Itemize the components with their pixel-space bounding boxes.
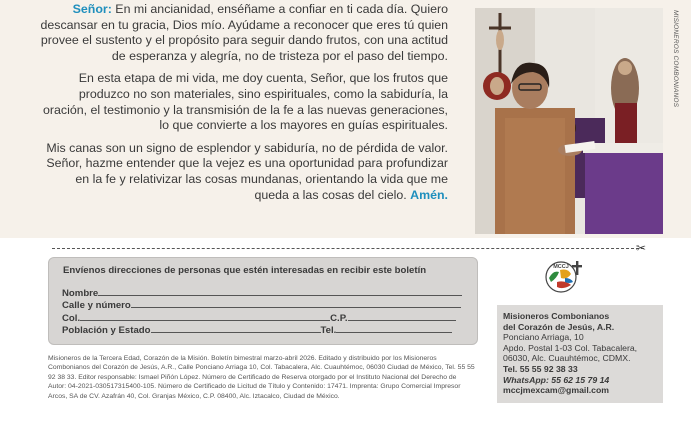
form-title: Envíenos direcciones de personas que estén interesadas en recibir este boletín [63,265,427,276]
poblacion-label: Población y Estado [62,325,151,336]
address-email[interactable]: mccjmexcam@gmail.com [503,385,610,396]
logo-text: MCCJ [553,264,569,270]
prayer-paragraph-2: En esta etapa de mi vida, me doy cuenta, Señor, que los frutos que produzco no son materiales, sino espirituales, como la sabiduría, la oración, el testimonio y la transmisión de la fe a las nuevas generaciones, lo que convierte a los mayores en guías espirituales. [43,71,448,133]
photo-credit: MISIONEROS COMBONIANOS [672,10,679,108]
prayer-paragraph-3-text: Mis canas son un signo de esplendor y sabiduría, no de pérdida de valor. Señor, hazme entender que la vejez es una oportunidad para profundizar en la fe y relativizar las cosas mundanas, orientando la vida que me queda a las cosas del cielo. [46,140,448,202]
prayer-text [38,2,448,210]
nombre-label: Nombre [62,288,99,299]
photo-woman-reading-at-altar [475,8,663,234]
mccj-logo [543,258,585,294]
scissors-icon: ✂ [636,241,647,255]
col-field[interactable] [80,311,330,321]
address-whatsapp: WhatsApp: 55 62 15 79 14 [503,374,610,385]
prayer-lord-prefix: Señor: [72,2,112,16]
address-box [497,305,663,403]
col-label: Col. [62,313,81,324]
prayer-paragraph-3 [38,141,448,203]
prayer-paragraph-1-text: En mi ancianidad, enséñame a confiar en ti cada día. Quiero descansar en tu gracia, Dios mío. Ayúdame a reconocer que eres tú quien provee el sustento y el propósito para seguir dando frutos, con una actitud de esperanza y alegría, no de tristeza por el paso del tiempo. [40,2,448,63]
publication-footnote: Misioneros de la Tercera Edad, Corazón de la Misión. Boletín bimestral marzo-abril 2026. Editado y distribuido por los Misioneros Combonianos del Corazón de Jesús, A.R., Calle Ponciano Arriaga 10, Col. Tabacalera, Alc. Cuauhtémoc, 06030 Ciudad de México, Tel. 55 55 92 38 33. Editor responsable: Ismael Piñón López. Número de Certificado de Reserva otorgado por el Instituto Nacional del Derecho de Autor: 04-2021-030517315400-105. Número de Certificado de Licitud de Título y Contenido: 17471. Imprenta: Grupo Comercial Impresor Arcos, SA de CV. Azafrán 40, Col. Granjas México, C.P. 08400, Alc. Iztacalco, Ciudad de México. [48,355,475,400]
address-city: 06030, Alc. Cuauhtémoc, CDMX. [503,353,631,364]
calle-label: Calle y número [62,300,131,311]
cp-field[interactable] [348,311,456,321]
tel-label: Tel. [320,325,337,336]
form-row-poblacion [62,323,452,336]
calle-field[interactable] [131,298,461,308]
nombre-field[interactable] [98,286,462,296]
amen-text: Amén. [410,187,448,202]
address-street: Ponciano Arriaga, 10 [503,332,584,343]
address-phone: Tel. 55 55 92 38 33 [503,363,578,374]
poblacion-field[interactable] [151,323,321,333]
cp-label: C.P. [330,313,348,324]
tel-field[interactable] [336,323,452,333]
prayer-paragraph-1 [38,2,448,64]
cut-line [52,248,644,249]
subscription-form [48,257,478,345]
address-org-line-2: del Corazón de Jesús, A.R. [503,321,615,332]
form-row-calle [62,298,461,311]
address-org-line-1: Misioneros Combonianos [503,311,610,321]
address-postal: Apdo. Postal 1-03 Col. Tabacalera, [503,342,638,353]
